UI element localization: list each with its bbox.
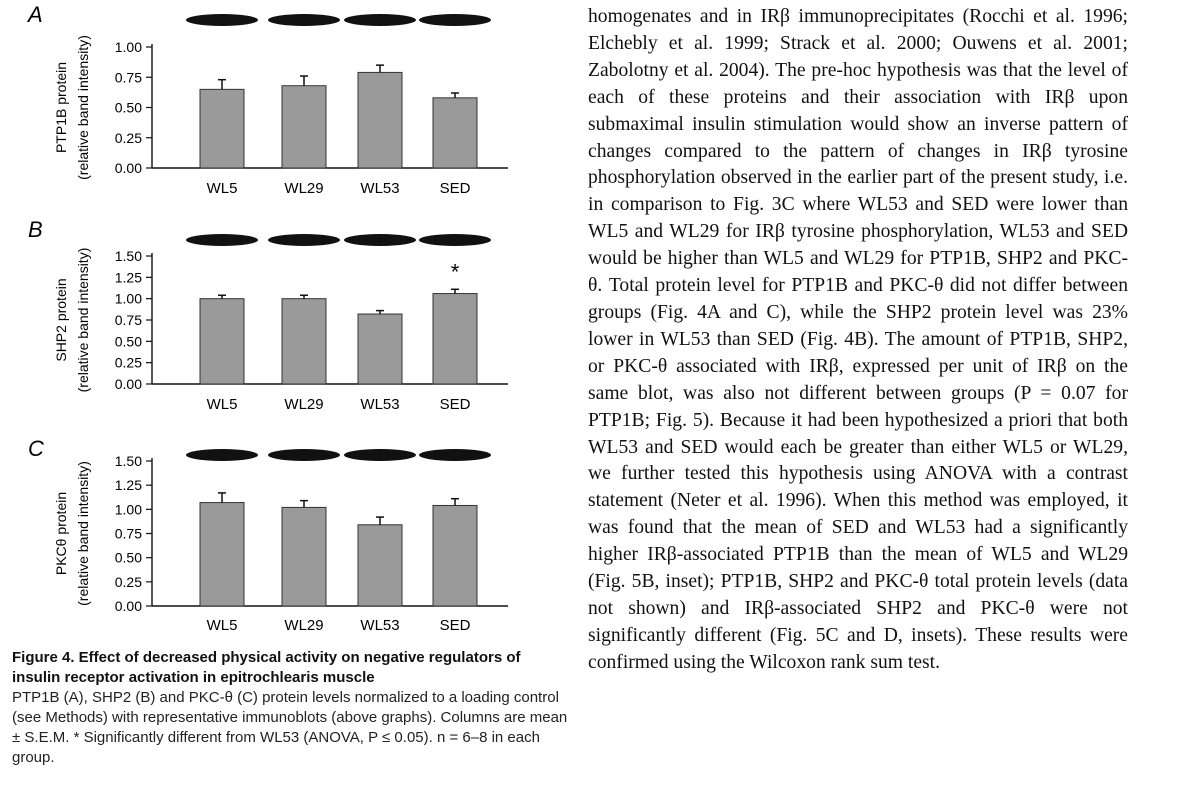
category-label: WL5 [206, 180, 238, 197]
y-axis-label-units: (relative band intensity) [75, 461, 91, 606]
immunoblot-band [268, 449, 340, 461]
bar-wl29 [282, 86, 326, 168]
y-tick-label: 0.50 [114, 333, 142, 350]
category-label: WL53 [360, 180, 400, 197]
bar-wl29 [282, 507, 326, 606]
category-label: WL29 [284, 396, 324, 413]
y-tick-label: 0.00 [114, 376, 142, 392]
immunoblot-band [268, 14, 340, 26]
y-tick-label: 1.25 [114, 477, 142, 494]
panel-letter: A [28, 2, 43, 27]
category-label: SED [439, 617, 471, 634]
bar-sed [433, 98, 477, 168]
panel-letter: C [28, 436, 44, 461]
immunoblot-band [186, 449, 258, 461]
panel-c [28, 436, 508, 634]
y-tick-label: 0.25 [114, 573, 142, 590]
figure-4 [0, 0, 580, 800]
panel-b [28, 217, 508, 413]
category-label: WL29 [284, 617, 324, 634]
immunoblot-band [344, 234, 416, 246]
caption-title: Figure 4. Effect of decreased physical activity on negative regulators of insulin receptor activation in epitrochlearis muscle [12, 649, 521, 686]
immunoblot-band [186, 234, 258, 246]
category-label: WL53 [360, 617, 400, 634]
bar-wl5 [200, 89, 244, 168]
y-tick-label: 0.00 [114, 160, 142, 176]
bar-wl53 [358, 72, 402, 168]
category-label: SED [439, 396, 471, 413]
category-label: WL5 [206, 396, 238, 413]
y-tick-label: 0.50 [114, 549, 142, 566]
category-label: WL29 [284, 180, 324, 197]
y-tick-label: 1.00 [114, 501, 142, 518]
panel-a [26, 2, 508, 197]
immunoblot-band [186, 14, 258, 26]
category-label: SED [439, 180, 471, 197]
category-label: WL53 [360, 396, 400, 413]
immunoblot-band [419, 234, 491, 246]
bar-wl5 [200, 299, 244, 384]
bar-wl5 [200, 503, 244, 606]
y-tick-label: 0.50 [114, 99, 142, 116]
immunoblot-band [268, 234, 340, 246]
y-axis-label: SHP2 protein [53, 278, 69, 362]
immunoblot-band [344, 449, 416, 461]
panel-letter: B [28, 217, 43, 242]
y-tick-label: 1.00 [114, 290, 142, 307]
caption-body: PTP1B (A), SHP2 (B) and PKC-θ (C) protein levels normalized to a loading control (see Methods) with representative immunoblots (above graphs). Columns are mean ± S.E.M. * Significantly different from WL53 (ANOVA, P ≤ 0.05). n = 6–8 in each group. [12, 689, 568, 766]
y-tick-label: 1.50 [114, 248, 142, 264]
y-tick-label: 0.25 [114, 354, 142, 371]
y-tick-label: 1.50 [114, 453, 142, 469]
bar-wl53 [358, 525, 402, 606]
y-tick-label: 1.25 [114, 269, 142, 286]
y-axis-label-units: (relative band intensity) [75, 247, 91, 393]
y-tick-label: 0.75 [114, 69, 142, 86]
y-tick-label: 0.75 [114, 525, 142, 542]
y-tick-label: 0.00 [114, 598, 142, 614]
y-axis-label: PKCθ protein [53, 491, 69, 576]
bar-sed [433, 505, 477, 606]
significance-marker: * [450, 259, 460, 285]
immunoblot-band [419, 14, 491, 26]
y-axis-label-units: (relative band intensity) [75, 35, 91, 180]
figure-4-panels [0, 0, 580, 645]
category-label: WL5 [206, 617, 238, 634]
immunoblot-band [419, 449, 491, 461]
figure-caption [12, 648, 572, 768]
bar-sed [433, 294, 477, 384]
y-axis-label: PTP1B protein [53, 61, 69, 154]
immunoblot-band [344, 14, 416, 26]
y-tick-label: 0.25 [114, 129, 142, 146]
bar-wl53 [358, 314, 402, 384]
y-tick-label: 1.00 [114, 39, 142, 55]
body-text: homogenates and in IRβ immunoprecipitates (Rocchi et al. 1996; Elchebly et al. 1999; Strack et al. 2000; Ouwens et al. 2001; Zabolotny et al. 2004). The pre-hoc hypothesis was that the level of each of these proteins and their association with IRβ upon submaximal insulin stimulation would show an inverse pattern of changes compared to the pattern of changes in IRβ tyrosine phosphorylation observed in the earlier part of the present study, i.e. in comparison to Fig. 3C where WL53 and SED were lower than WL5 and WL29 for IRβ tyrosine phosphorylation, WL53 and SED would be higher than WL5 and WL29 for PTP1B, SHP2 and PKC-θ. Total protein level for PTP1B and PKC-θ did not differ between groups (Fig. 4A and C), while the SHP2 protein level was 23% lower in WL53 than SED (Fig. 4B). The amount of PTP1B, SHP2, or PKC-θ associated with IRβ, expressed per unit of IRβ on the same blot, was also not different between groups (P = 0.07 for PTP1B; Fig. 5). Because it had been hypothesized a priori that both WL53 and SED would each be greater than either WL5 or WL29, we further tested this hypothesis using ANOVA with a contrast statement (Neter et al. 1996). When this method was employed, it was found that the mean of SED and WL53 had a significantly higher IRβ-associated PTP1B than the mean of WL5 and WL29 (Fig. 5B, inset); PTP1B, SHP2 and PKC-θ total protein levels (data not shown) and IRβ-associated SHP2 and PKC-θ were not significantly different (Fig. 5C and D, insets). These results were confirmed using the Wilcoxon rank sum test. [588, 6, 1128, 673]
bar-wl29 [282, 299, 326, 384]
y-tick-label: 0.75 [114, 312, 142, 328]
